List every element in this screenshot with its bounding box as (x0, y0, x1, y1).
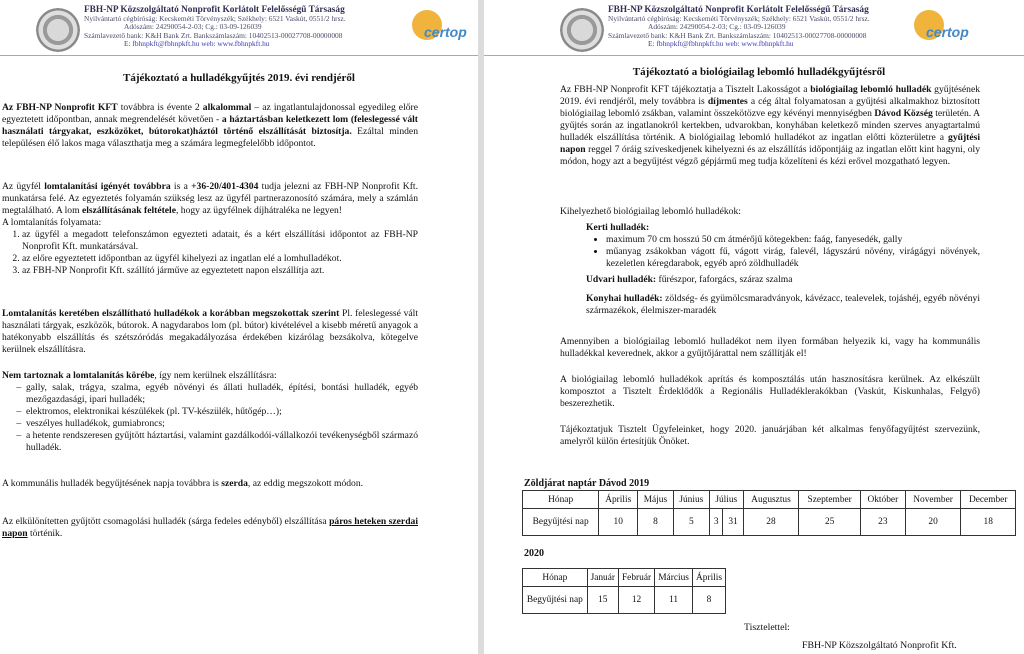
paragraph-communal (2, 478, 418, 490)
text: történik. (27, 528, 63, 539)
table-header-cell: Hónap (523, 569, 588, 587)
day-cell: 23 (860, 509, 905, 536)
text: , így nem kerülnek elszállításra: (154, 370, 277, 381)
day-cell: 3 (709, 509, 723, 536)
letterhead (484, 4, 1024, 56)
month-cell: Augusztus (743, 491, 799, 509)
table-header-cell: Begyűjtési nap (523, 509, 599, 536)
table-row (523, 569, 726, 587)
month-cell: November (905, 491, 961, 509)
page-title: Tájékoztató a biológiailag lebomló hulladékgyűjtésről (632, 66, 886, 78)
list-item: • műanyag zsákokban vágott fű, vágott virág, falevél, lágyszárú növény, virágágyi növények, kezeletlen kéregdarabok, egyéb apró zöldhulladék (606, 246, 980, 270)
list-item: 1. az ügyfél a megadott telefonszámon egyezteti adatait, és a kért elszállítási időpontot az FBH-NP Nonprofit Kft. munkatársával. (22, 229, 418, 253)
month-cell: Július (709, 491, 743, 509)
certop-logo (912, 10, 970, 50)
year-2020-label: 2020 (524, 548, 544, 559)
company-name: FBH-NP Közszolgáltató Nonprofit Korlátolt Felelősségű Társaság (84, 5, 345, 15)
table-header-cell: Begyűjtési nap (523, 587, 588, 614)
text-bold: Dávod Község (874, 108, 933, 119)
text: Az ügyfél (2, 181, 45, 192)
kitchen-waste (586, 293, 980, 317)
day-cell: 25 (799, 509, 861, 536)
letterhead-line: Adószám: 24290054-2-03; Cg.: 03-09-126039 (124, 22, 262, 32)
text-bold: szerda (221, 478, 248, 489)
letterhead-text (84, 6, 346, 49)
month-cell: Január (587, 569, 618, 587)
day-cell: 11 (655, 587, 693, 614)
table-row (523, 509, 1016, 536)
document-page-right (484, 0, 1024, 654)
list-item: 2. az előre egyeztetett időpontban az ügyfél kihelyezi az ingatlan elé a lomhulladékot. (22, 253, 418, 265)
text: tudja jelezni az FBH-NP Nonprofit Kft. munkatársa felé. Az egyeztetés folyamán szükség lesz az ügyfél partnerazonosító számára, mely a számlán megtalálható. A lom (2, 181, 418, 216)
month-cell: December (961, 491, 1016, 509)
placeable-waste (560, 206, 980, 317)
text: , hogy az ügyfélnek díjhátraléka ne legyen! (175, 205, 342, 216)
list-item: • maximum 70 cm hosszú 50 cm átmérőjű kötegekben: faág, fanyesedék, gally (606, 234, 980, 246)
letterhead-line: Számlavezető bank: K&H Bank Zrt. Bankszámlaszám: 10402513-00027708-00000008 (84, 30, 343, 40)
garden-list (586, 234, 980, 270)
company-seal-logo (36, 8, 80, 52)
paragraph-packaging (2, 516, 418, 540)
category-heading: Kerti hulladék: (586, 222, 650, 233)
company-name: FBH-NP Közszolgáltató Nonprofit Korlátolt Felelősségű Társaság (608, 5, 869, 15)
letterhead-line: Számlavezető bank: K&H Bank Zrt. Bankszámlaszám: 10402513-00027708-00000008 (608, 30, 867, 40)
yard-waste (586, 274, 980, 286)
text-bold: Az FBH-NP Nonprofit KFT (2, 102, 118, 113)
excluded-list (2, 382, 418, 454)
letterhead-contact: E: fbhnpkft@fbhnpkft.hu web: www.fbhnpkft.hu (648, 39, 794, 49)
text: a cég által folyamatosan a gyűjtési alkalmakhoz biztosított biológiailag lebomló zsákban, valamint összekötözve egy kévényi mennyiségben (560, 96, 981, 119)
phone-number: +36-20/401-4304 (191, 181, 259, 192)
letterhead-text (608, 6, 870, 49)
text-bold: a háztartásban keletkezett lom (feleslegessé vált használati tárgyakat, eszközöket, bútorokat)háztól történő elszállítását biztosítja. (2, 114, 418, 137)
list-item: – veszélyes hulladékok, gumiabroncs; (26, 418, 418, 430)
day-cell: 12 (618, 587, 654, 614)
month-cell: Április (599, 491, 638, 509)
day-cell: 31 (723, 509, 743, 536)
cert-logo-text: certop (926, 24, 969, 40)
day-cell: 5 (673, 509, 709, 536)
paragraph-compost: A biológiailag lebomló hulladékok aprítás és komposztálás után hasznosításra kerülnek. Az elkészült komposztot a Tisztelt Érdeklődők a Regionális Hulladéklerakókban (Vaskút, Kiskunhalas, Felgyő) beszerezhetik. (560, 374, 980, 409)
letterhead (0, 4, 478, 56)
list-item: – elektromos, elektronikai készülékek (pl. TV-készülék, hűtőgép…); (26, 406, 418, 418)
calendar-2020-table (522, 568, 726, 614)
text-bold: gyűjtési napon (560, 132, 980, 155)
document-page-left (0, 0, 478, 654)
process-steps (2, 229, 418, 277)
paragraph-excluded (2, 370, 418, 454)
category-heading: Udvari hulladék: (586, 274, 657, 285)
list-item: – gally, salak, trágya, szalma, egyéb növényi és állati hulladék, építési, bontási hulladék, egyéb mezőgazdasági, ipari hulladék; (26, 382, 418, 406)
paragraph-request (2, 181, 418, 277)
cert-logo-text: certop (424, 24, 467, 40)
signature-company: FBH-NP Közszolgáltató Nonprofit Kft. (802, 640, 957, 651)
day-cell: 18 (961, 509, 1016, 536)
month-cell: Szeptember (799, 491, 861, 509)
paragraph-tree-collection: Tájékoztatjuk Tisztelt Ügyfeleinket, hogy 2020. januárjában két alkalmas fenyőfagyűjtést szervezünk, amelyről külön értesítjük Önöket. (560, 424, 980, 447)
header-divider (0, 55, 478, 56)
text: gyűjtésének 2019. évi rendjéről, mely továbbra is (560, 84, 980, 107)
text: , az eddig megszokott módon. (247, 478, 364, 489)
section-heading: Kihelyezhető biológiailag lebomló hulladékok: (560, 206, 741, 217)
text: Ezáltal minden településen élő lakos maga választhatja meg a számára legmegfelelőbb időpontot. (2, 126, 418, 149)
text: fűrészpor, faforgács, száraz szalma (656, 274, 793, 285)
table-header-cell: Hónap (523, 491, 599, 509)
text: területén. A gyűjtés során az ingatlanokról kertekben, udvarokban, konyhában keletkező minden szerves anyagtartalmú hulladék elszállítása történik. A biológiailag lebomló hulladékot az ingatlan előtti közterületre a (560, 108, 980, 143)
text-bold: biológiailag lebomló hulladék (810, 84, 932, 95)
calendar-title: Zöldjárat naptár Dávod 2019 (524, 478, 650, 489)
calendar-2019-table (522, 490, 1016, 536)
letterhead-line: Adószám: 24290054-2-03; Cg.: 03-09-126039 (648, 22, 786, 32)
text-bold: elszállításának feltétele (81, 205, 176, 216)
letterhead-contact: E: fbhnpkft@fbhnpkft.hu web: www.fbhnpkft.hu (124, 39, 270, 49)
text-bold: lomtalanítási igényét továbbra (44, 181, 171, 192)
day-cell: 28 (743, 509, 799, 536)
table-row (523, 587, 726, 614)
category-heading: Konyhai hulladék: (586, 293, 663, 304)
text: Az FBH-NP Nonprofit KFT tájékoztatja a Tisztelt Lakosságot a (560, 84, 811, 95)
text-bold: Lomtalanítás keretében elszállítható hulladékok a korábban megszokottak szerint (2, 308, 340, 319)
garden-waste (586, 222, 980, 270)
text: Az elkülönítetten gyűjtött csomagolási hulladék (sárga fedeles edényből) elszállítása (2, 516, 330, 527)
month-cell: Április (693, 569, 726, 587)
paragraph-bulky-waste (2, 102, 418, 150)
text-bold: díjmentes (707, 96, 748, 107)
day-cell: 8 (638, 509, 674, 536)
paragraph-accepted (2, 308, 418, 356)
month-cell: Február (618, 569, 654, 587)
paragraph-warning: Amennyiben a biológiailag lebomló hulladékot nem ilyen formában helyezik ki, vagy ha kommunális hulladékkal keverednek, akkor a gyűjtőjárattal nem szállítják el! (560, 336, 980, 359)
table-row (523, 491, 1016, 509)
text: is a (170, 181, 192, 192)
text: zöldség- és gyümölcsmaradványok, kávézacc, tealevelek, tojáshéj, egyéb növényi származékok, élelmiszer-maradék (586, 293, 980, 316)
text: Pl. feleslegessé vált használati tárgyak, eszközök, bútorok. A nagydarabos lom (pl. bútor) kivételével a kisebb méretű anyagok a hatékonyabb elszállítás és szétszóródás megakadályozása érdekében kizárólag bezsákolva, kötegelve kerülnek elszállításra. (2, 308, 418, 355)
text: továbbra is évente 2 (117, 102, 203, 113)
day-cell: 8 (693, 587, 726, 614)
month-cell: Március (655, 569, 693, 587)
closing-salutation: Tisztelettel: (744, 622, 790, 633)
letterhead-line: Nyilvántartó cégbíróság: Kecskeméti Törvényszék; Székhely: 6521 Vaskút, 0551/2 hrsz. (84, 13, 346, 23)
day-cell: 10 (599, 509, 638, 536)
text: – az ingatlantulajdonossal egyedileg előre egyeztetett időpontban, annak megrendelését követően - (2, 102, 418, 125)
text-bold: Nem tartoznak a lomtalanítás körébe (2, 370, 155, 381)
day-cell: 15 (587, 587, 618, 614)
letterhead-line: Nyilvántartó cégbíróság: Kecskeméti Törvényszék; Székhely: 6521 Vaskút, 0551/2 hrsz. (608, 13, 870, 23)
day-cell: 20 (905, 509, 961, 536)
month-cell: Október (860, 491, 905, 509)
page-title: Tájékoztató a hulladékgyűjtés 2019. évi rendjéről (122, 72, 355, 84)
header-divider (484, 55, 1024, 56)
month-cell: Június (673, 491, 709, 509)
paragraph-intro (560, 84, 980, 168)
text: A kommunális hulladék begyűjtésének napja továbbra is (2, 478, 222, 489)
month-cell: Május (638, 491, 674, 509)
text: reggel 7 óráig szíveskedjenek kihelyezni és az elszállítás időpontjáig az ingatlan előtt kint hagyni, oly módon, hogy azt a begyűjtést végző gépjármű meg tudja közelíteni és kézi erővel mozgatható legyen. (560, 144, 980, 167)
list-item: 3. az FBH-NP Nonprofit Kft. szállító járműve az egyeztetett napon elszállítja azt. (22, 265, 418, 277)
text-bold: páros heteken szerdai napon (2, 516, 418, 539)
list-item: – a hetente rendszeresen gyűjtött háztartási, valamint gazdálkodói-vállalkozói tevékenységből származó hulladék. (26, 430, 418, 454)
text-bold: alkalommal (202, 102, 252, 113)
company-seal-logo (560, 8, 604, 52)
process-heading: A lomtalanítás folyamata: (2, 217, 102, 228)
certop-logo (410, 10, 468, 50)
